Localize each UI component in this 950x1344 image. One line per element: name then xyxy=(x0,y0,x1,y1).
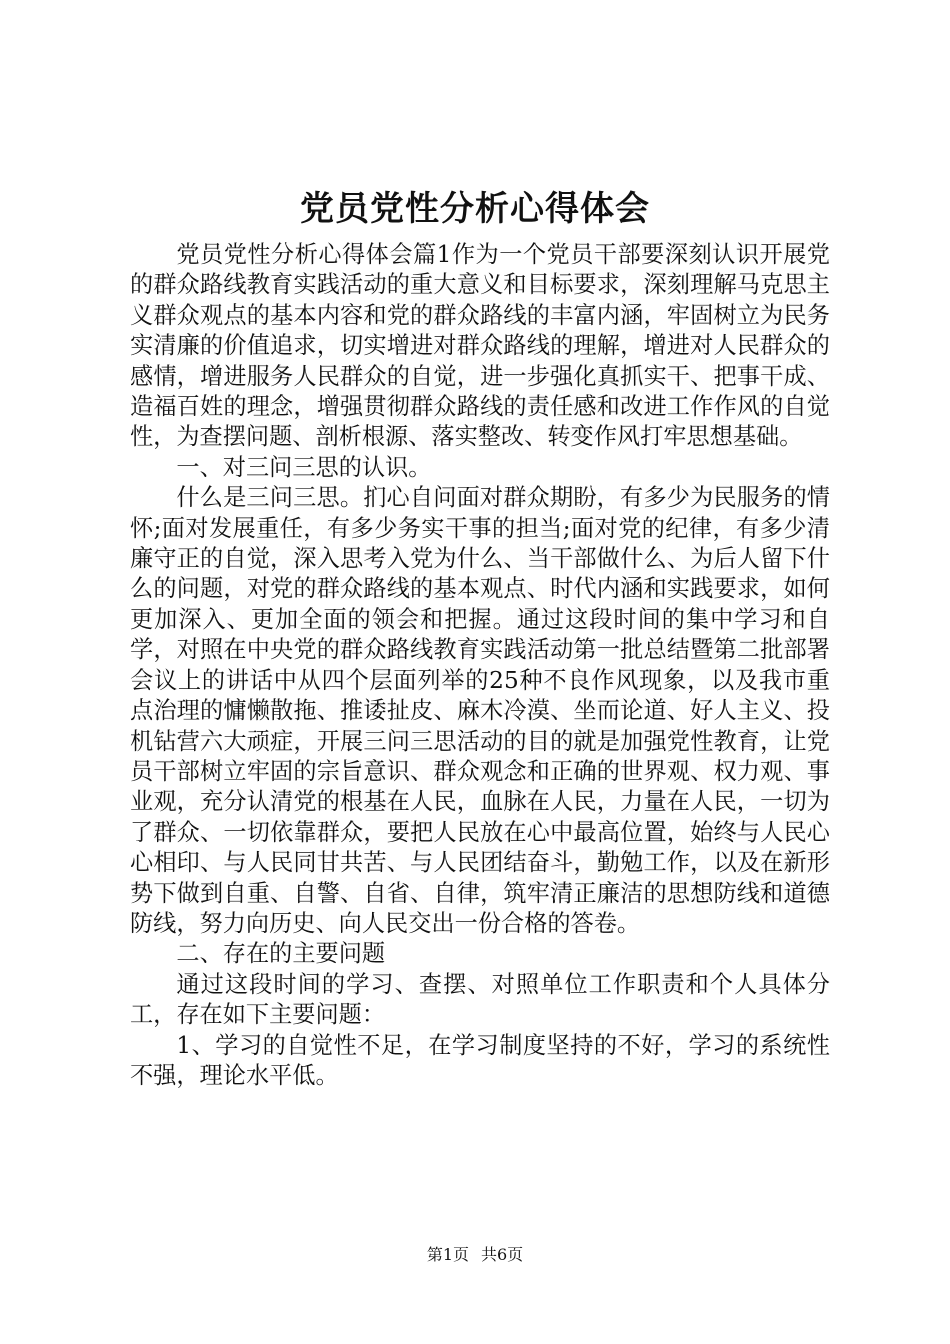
paragraph-section-2: 通过这段时间的学习、查摆、对照单位工作职责和个人具体分工，存在如下主要问题： xyxy=(130,970,830,1029)
page-footer xyxy=(0,1244,950,1266)
document-body xyxy=(130,240,830,1091)
paragraph-section-1: 什么是三问三思。扪心自问面对群众期盼，有多少为民服务的情怀;面对发展重任，有多少务实干事的担当;面对党的纪律，有多少清廉守正的自觉，深入思考入党为什么、当干部做什么、为后人留下什么的问题，对党的群众路线的基本观点、时代内涵和实践要求，如何更加深入、更加全面的领会和把握。通过这段时间的集中学习和自学，对照在中央党的群众路线教育实践活动第一批总结暨第二批部署会议上的讲话中从四个层面列举的25种不良作风现象，以及我市重点治理的慵懒散拖、推诿扯皮、麻木冷漠、坐而论道、好人主义、投机钻营六大顽症，开展三问三思活动的目的就是加强党性教育，让党员干部树立牢固的宗旨意识、群众观念和正确的世界观、权力观、事业观，充分认清党的根基在人民，血脉在人民，力量在人民，一切为了群众、一切依靠群众，要把人民放在心中最高位置，始终与人民心心相印、与人民同甘共苦、与人民团结奋斗，勤勉工作，以及在新形势下做到自重、自警、自省、自律，筑牢清正廉洁的思想防线和道德防线，努力向历史、向人民交出一份合格的答卷。 xyxy=(130,484,830,937)
document-title: 党员党性分析心得体会 xyxy=(300,189,650,229)
paragraph-intro: 党员党性分析心得体会篇1作为一个党员干部要深刻认识开展党的群众路线教育实践活动的重大意义和目标要求，深刻理解马克思主义群众观点的基本内容和党的群众路线的丰富内涵，牢固树立为民务实清廉的价值追求，切实增进对群众路线的理解，增进对人民群众的感情，增进服务人民群众的自觉，进一步强化真抓实干、把事干成、造福百姓的理念，增强贯彻群众路线的责任感和改进工作作风的自觉性，为查摆问题、剖析根源、落实整改、转变作风打牢思想基础。 xyxy=(130,241,830,451)
page-number: 第1页 xyxy=(426,1245,469,1264)
list-item-1: 1、学习的自觉性不足，在学习制度坚持的不好，学习的系统性不强，理论水平低。 xyxy=(130,1031,830,1089)
page-total: 共6页 xyxy=(481,1245,524,1264)
heading-section-2: 二、存在的主要问题 xyxy=(176,940,386,968)
heading-section-1: 一、对三问三思的认识。 xyxy=(176,453,432,481)
